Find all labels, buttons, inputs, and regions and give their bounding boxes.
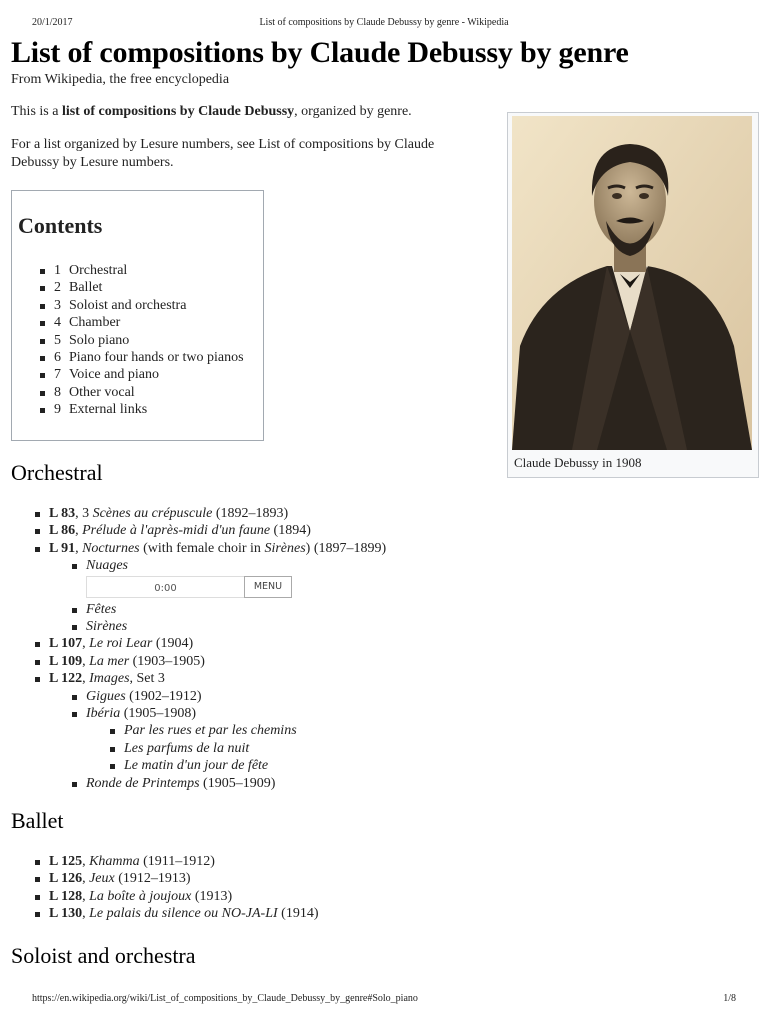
ballet-list xyxy=(11,853,319,923)
intro-lesure-paragraph[interactable]: For a list organized by Lesure numbers, see List of compositions by Claude Debussy by Lesure numbers. xyxy=(11,137,435,170)
toc-item-piano-four-hands[interactable]: 6 Piano four hands or two pianos xyxy=(12,349,244,366)
list-item: Fêtes xyxy=(11,601,386,618)
list-item: L 109, La mer (1903–1905) xyxy=(11,653,386,670)
list-item: Nuages xyxy=(11,557,386,574)
list-item: L 86, Prélude à l'après-midi d'un faune (1894) xyxy=(11,522,386,539)
portrait-thumbnail xyxy=(507,112,759,478)
audio-time: 0:00 xyxy=(154,582,177,594)
list-item: L 91, Nocturnes (with female choir in Sirènes) (1897–1899) xyxy=(11,540,386,557)
section-heading-ballet: Ballet xyxy=(11,808,64,833)
list-item: L 126, Jeux (1912–1913) xyxy=(11,870,319,887)
list-item: L 122, Images, Set 3 xyxy=(11,670,386,687)
work-link[interactable]: La mer xyxy=(89,653,130,669)
thumb-caption: Claude Debussy in 1908 xyxy=(514,455,642,470)
toc-item-chamber[interactable]: 4 Chamber xyxy=(12,314,244,331)
toc-item-external-links[interactable]: 9 External links xyxy=(12,401,244,418)
table-of-contents xyxy=(11,190,264,441)
list-item: L 83, 3 Scènes au crépuscule (1892–1893) xyxy=(11,505,386,522)
print-page-number: 1/8 xyxy=(723,993,736,1004)
list-item: Sirènes xyxy=(11,618,386,635)
toc-item-ballet[interactable]: 2 Ballet xyxy=(12,279,244,296)
audio-player-row xyxy=(11,575,386,601)
work-link[interactable]: Nocturnes xyxy=(82,540,140,556)
debussy-portrait-photo[interactable] xyxy=(512,116,752,450)
list-item: Le matin d'un jour de fête xyxy=(11,757,386,774)
intro-paragraph: This is a list of compositions by Claude Debussy, organized by genre. xyxy=(11,104,412,119)
print-doc-title: List of compositions by Claude Debussy by genre - Wikipedia xyxy=(259,17,509,28)
work-link[interactable]: Le palais du silence ou NO-JA-LI xyxy=(89,906,278,922)
toc-item-voice-piano[interactable]: 7 Voice and piano xyxy=(12,366,244,383)
tagline: From Wikipedia, the free encyclopedia xyxy=(11,72,230,87)
list-item: Les parfums de la nuit xyxy=(11,740,386,757)
work-link[interactable]: Images xyxy=(89,671,130,687)
work-link[interactable]: La boîte à joujoux xyxy=(89,888,192,904)
toc-item-orchestral[interactable]: 1 Orchestral xyxy=(12,262,244,279)
list-item: Ronde de Printemps (1905–1909) xyxy=(11,775,386,792)
toc-item-soloist[interactable]: 3 Soloist and orchestra xyxy=(12,297,244,314)
audio-menu-button[interactable]: MENU xyxy=(244,576,292,598)
print-date: 20/1/2017 xyxy=(32,17,73,28)
print-footer xyxy=(32,993,736,1007)
intro-bold-link: list of compositions by Claude Debussy xyxy=(61,104,295,119)
toc-item-solo-piano[interactable]: 5 Solo piano xyxy=(12,332,244,349)
list-item: Ibéria (1905–1908) xyxy=(11,705,386,722)
article-content xyxy=(11,36,757,968)
work-link[interactable]: Le roi Lear xyxy=(89,636,153,652)
list-item: L 125, Khamma (1911–1912) xyxy=(11,853,319,870)
list-item: L 128, La boîte à joujoux (1913) xyxy=(11,888,319,905)
work-link[interactable]: Prélude à l'après-midi d'un faune xyxy=(82,523,271,539)
list-item: L 107, Le roi Lear (1904) xyxy=(11,635,386,652)
work-link[interactable]: Khamma xyxy=(89,854,140,869)
audio-player[interactable] xyxy=(86,576,244,598)
list-item: Gigues (1902–1912) xyxy=(11,688,386,705)
orchestral-list xyxy=(11,505,386,792)
page-title: List of compositions by Claude Debussy by genre xyxy=(11,36,629,69)
list-item: Par les rues et par les chemins xyxy=(11,722,386,739)
print-url: https://en.wikipedia.org/wiki/List_of_compositions_by_Claude_Debussy_by_genre#Solo_piano xyxy=(32,993,418,1004)
work-link[interactable]: Jeux xyxy=(89,871,115,887)
section-heading-soloist: Soloist and orchestra xyxy=(11,943,196,968)
print-header xyxy=(32,17,736,31)
work-link[interactable]: Ibéria xyxy=(86,706,121,722)
work-link[interactable]: Scènes au crépuscule xyxy=(92,506,213,521)
section-heading-orchestral: Orchestral xyxy=(11,460,103,485)
toc-title: Contents xyxy=(18,213,103,238)
list-item: L 130, Le palais du silence ou NO-JA-LI (1914) xyxy=(11,905,319,922)
toc-item-other-vocal[interactable]: 8 Other vocal xyxy=(12,384,244,401)
